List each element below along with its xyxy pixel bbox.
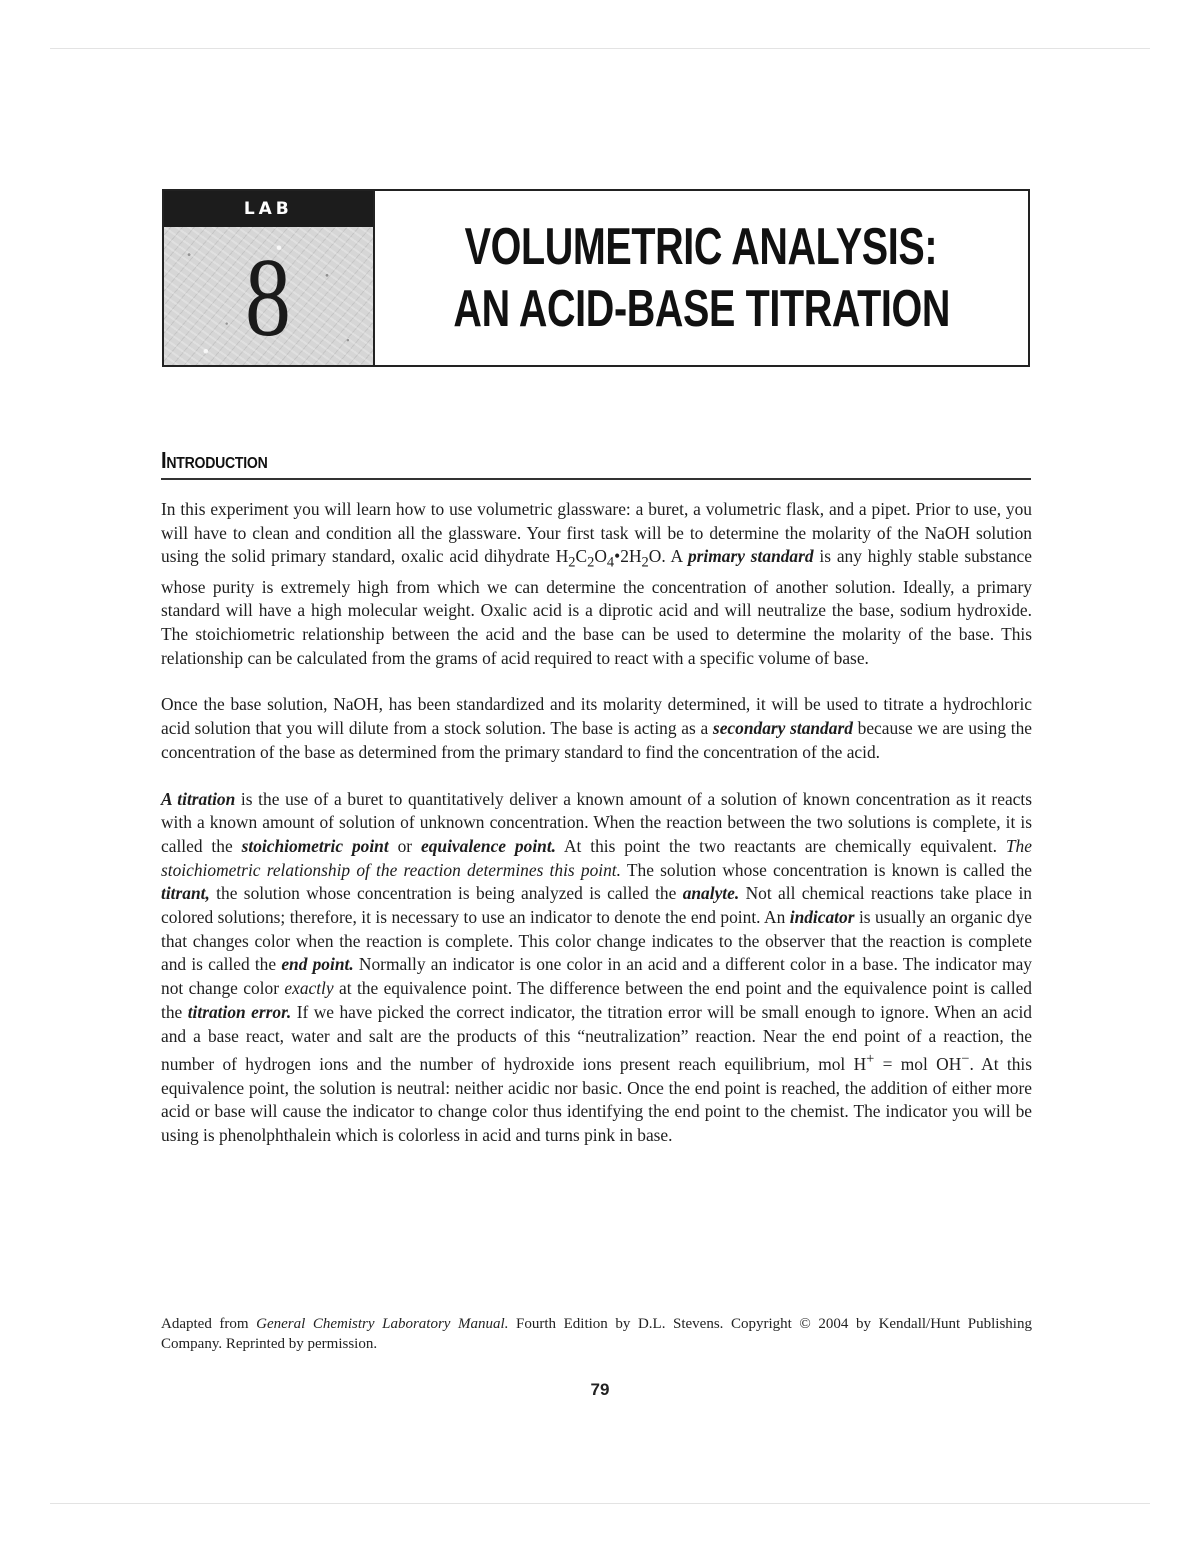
title-line-2: AN ACID-BASE TITRATION — [453, 280, 950, 338]
text-run: . At this equivalence point, the solution is neutral: neither acidic nor basic. Once the end point is reached, the addition of either more acid or base will cause the indicator to change color thus identifying the end point to the chemist. The indicator you will be using is phenolphthalein which is colorless in acid and turns pink in base. — [161, 1054, 1032, 1146]
lab-badge — [164, 191, 375, 365]
text-run: = mol OH — [874, 1054, 962, 1075]
paragraph-3 — [161, 788, 1032, 1148]
text-run: O — [594, 546, 607, 567]
bottom-divider — [50, 1503, 1150, 1504]
italic-text: The stoichiometric relationship of the reaction determines this point. — [161, 835, 1032, 880]
formula-oxalic-acid — [555, 546, 666, 571]
paragraph-2 — [161, 693, 1032, 764]
source-footnote — [161, 1314, 1032, 1354]
text-run: A — [665, 546, 688, 567]
page-number: 79 — [590, 1380, 610, 1399]
text-run: at the equivalence point. The difference between the end point and the equivalence point is called the — [161, 978, 1032, 1022]
text-run: Not all chemical reactions take place in colored solutions; therefore, it is necessary to use an indicator to denote the end point. An — [161, 883, 1032, 928]
term-titration-error: titration error. — [187, 1001, 292, 1022]
text-run: O. — [648, 546, 666, 567]
text-run: Normally an indicator is one color in an acid and a different color in a base. The indicator may not change color — [161, 954, 1032, 999]
term-stoichiometric-point: stoichiometric point — [241, 835, 389, 856]
subscript: 2 — [641, 554, 649, 571]
subscript: 4 — [606, 554, 615, 571]
text-run: H — [555, 546, 569, 567]
term-indicator: indicator — [789, 907, 855, 928]
subscript: 2 — [568, 554, 576, 571]
text-run: Adapted from — [161, 1316, 257, 1332]
superscript: + — [866, 1051, 875, 1068]
term-secondary-standard: secondary standard — [712, 718, 853, 739]
top-divider — [50, 48, 1150, 49]
text-run: is the use of a buret to quantitatively deliver a known amount of a solution of known concentration as it reacts with a known amount of solution of unknown concentration. When the reaction between the two solutions is complete, it is called the — [161, 788, 1032, 856]
term-equivalence-point: equivalence point. — [421, 835, 556, 856]
section-heading-introduction — [161, 447, 1031, 480]
text-run: •2H — [614, 546, 642, 567]
term-primary-standard: primary standard — [687, 546, 814, 567]
lab-header — [162, 189, 1030, 367]
lab-title — [375, 191, 1028, 365]
italic-text: exactly — [284, 978, 334, 999]
text-run: Fourth Edition by D.L. Stevens. Copyright © 2004 by Kendall/Hunt Publishing Company. Reprinted by permission. — [161, 1316, 1032, 1352]
text-run: the solution whose concentration is being analyzed is called the — [209, 883, 683, 904]
text-run: Once the base solution, NaOH, has been standardized and its molarity determined, it will be used to titrate a hydrochloric acid solution that you will dilute from a stock solution. The base is acting as a — [161, 694, 1032, 739]
text-run: is usually an organic dye that changes color when the reaction is complete. This color change indicates to the observer that the reaction is complete and is called the — [161, 907, 1032, 975]
book-title: General Chemistry Laboratory Manual. — [256, 1316, 509, 1332]
title-line-1: VOLUMETRIC ANALYSIS: — [465, 218, 938, 276]
term-end-point: end point. — [281, 954, 354, 975]
text-run: The solution whose concentration is known is called the — [620, 859, 1032, 880]
term-titrant: titrant, — [161, 883, 210, 904]
section-heading-text: Introduction — [161, 447, 268, 473]
text-run: because we are using the concentration of the base as determined from the primary standard to find the concentration of the acid. — [161, 718, 1032, 762]
subscript: 2 — [587, 554, 595, 571]
text-run: is any highly stable substance whose purity is extremely high from which we can determine the concentration of another solution. Ideally, a primary standard will have a high molecular weight. Oxalic acid is a diprotic acid and will neutralize the base, sodium hydroxide. The stoichiometric relationship between the acid and the base can be used to determine the molarity of the base. This relationship can be calculated from the grams of acid required to react with a specific volume of base. — [161, 546, 1032, 668]
superscript: − — [961, 1051, 970, 1068]
paragraph-1 — [161, 498, 1032, 670]
term-analyte: analyte. — [682, 883, 740, 904]
term-titration: A titration — [161, 788, 236, 809]
lab-number-panel — [164, 227, 373, 365]
text-run: In this experiment you will learn how to use volumetric glassware: a buret, a volumetric flask, and a pipet. Prior to use, you will have to clean and condition all the glassware. Your first task will be to determine the molarity of the NaOH solution using the solid primary standard, oxalic acid dihydrate — [161, 499, 1032, 567]
text-run: At this point the two reactants are chemically equivalent. — [556, 835, 1006, 856]
body-text — [161, 498, 1032, 1171]
lab-number: 8 — [245, 236, 292, 360]
text-run: or — [388, 835, 422, 856]
lab-label: LAB — [164, 191, 373, 227]
text-run: If we have picked the correct indicator, the titration error will be small enough to ignore. When an acid and a base react, water and salt are the products of this “neutralization” reaction. Near the end point of a reaction, the number of hydrogen ions and the number of hydroxide ions present reach equilibrium, mol H — [161, 1001, 1033, 1075]
text-run: C — [575, 546, 588, 567]
